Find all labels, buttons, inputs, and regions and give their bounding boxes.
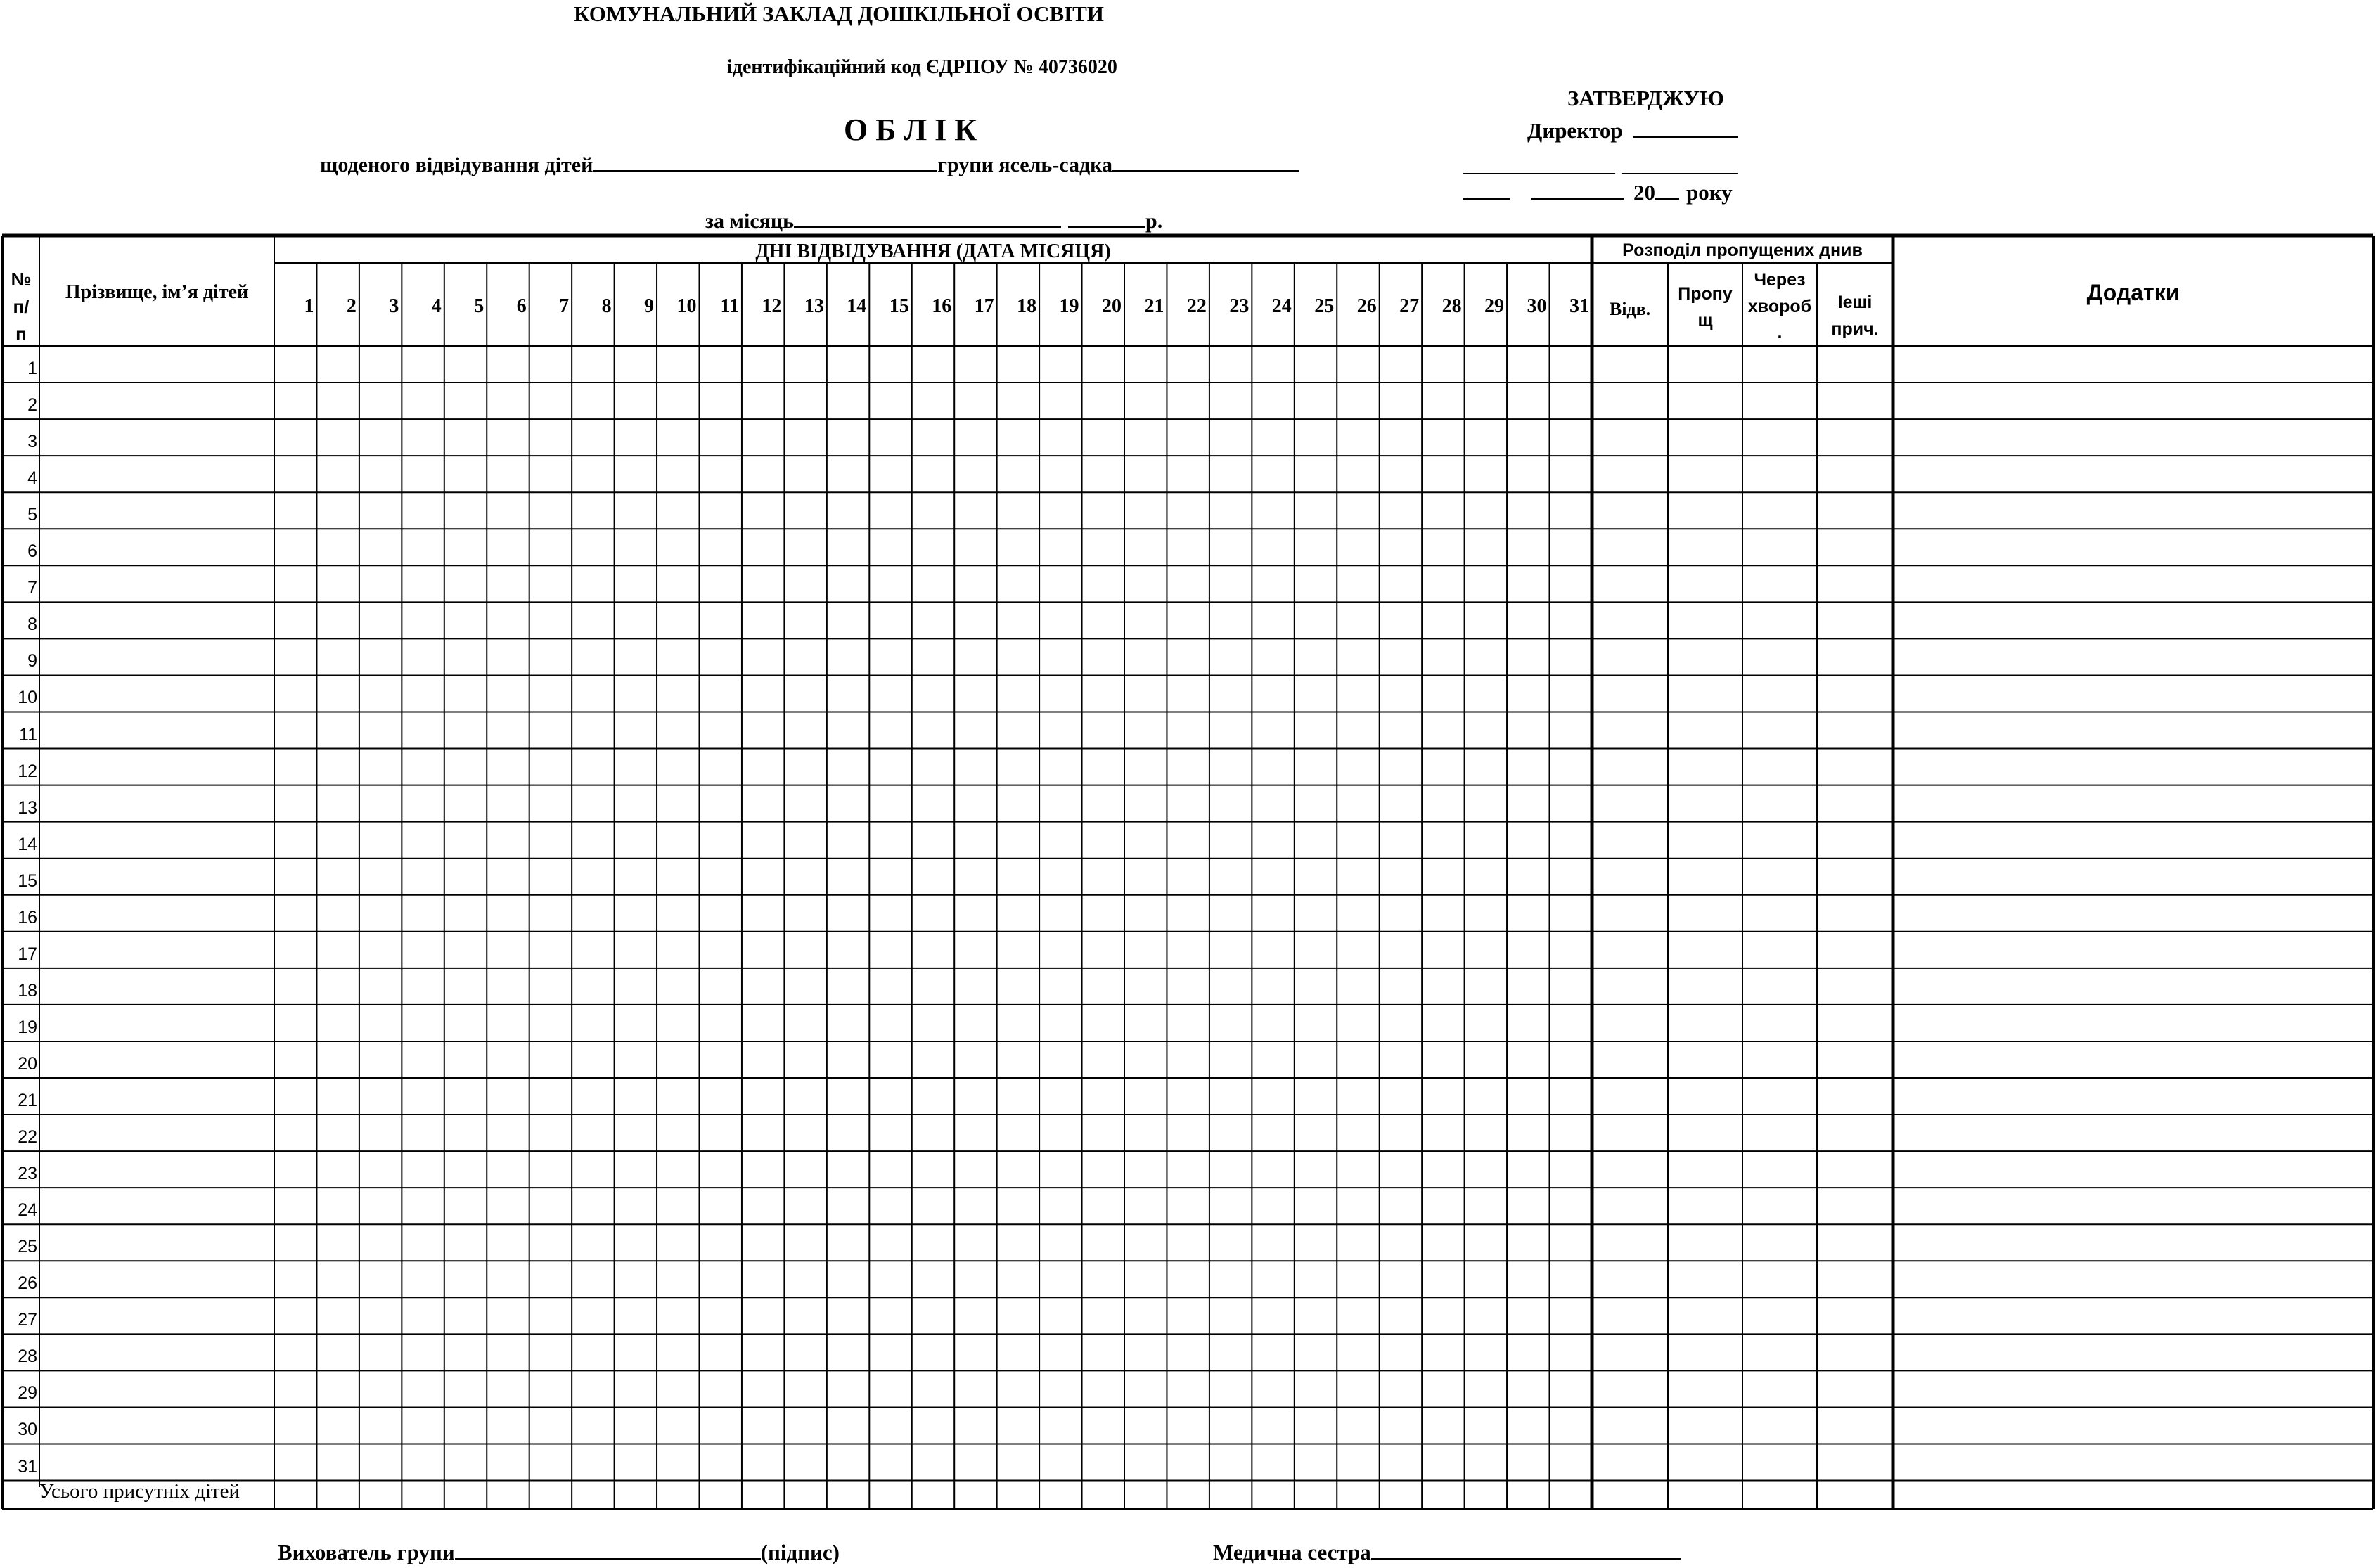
- day-label: 28: [1441, 295, 1462, 317]
- nurse-signature-blank[interactable]: [1371, 1540, 1681, 1560]
- row-number: 20: [18, 1053, 37, 1074]
- nurse-signature-line: [1213, 1540, 1681, 1563]
- row-number: 12: [18, 761, 37, 781]
- col-number-header-line: п/: [13, 296, 30, 317]
- day-label: 6: [516, 295, 527, 317]
- day-label: 4: [431, 295, 442, 317]
- missed-col-line: Іеші: [1837, 293, 1873, 312]
- row-number: 21: [18, 1091, 37, 1110]
- day-label: 10: [676, 295, 697, 317]
- teacher-signature-line: [278, 1540, 840, 1563]
- day-label: 22: [1186, 295, 1207, 317]
- missed-col-line: Пропу: [1678, 284, 1733, 304]
- row-number: 16: [18, 907, 37, 927]
- signature-note: (підпис): [760, 1540, 840, 1564]
- day-label: 12: [762, 295, 782, 317]
- row-number: 17: [18, 944, 37, 964]
- missed-col-line: щ: [1697, 310, 1713, 330]
- row-number: 10: [18, 688, 37, 708]
- missed-days-header: Розподіл пропущених днив: [1622, 240, 1863, 260]
- col-number-header-line: п: [15, 323, 27, 345]
- day-label: 25: [1314, 295, 1335, 317]
- year-prefix: 20: [1633, 180, 1655, 205]
- missed-col-skipped: [1668, 281, 1742, 334]
- day-label: 20: [1101, 295, 1122, 317]
- day-label: 7: [559, 295, 570, 317]
- edrpou-code: ідентифікаційний код ЄДРПОУ № 40736020: [727, 56, 1117, 78]
- day-label: 15: [889, 295, 909, 317]
- row-number: 28: [18, 1347, 37, 1367]
- approve-label: ЗАТВЕРДЖУЮ: [1567, 86, 1724, 110]
- document-title: О Б Л І К: [844, 113, 977, 147]
- day-label: 18: [1017, 295, 1037, 317]
- day-label: 27: [1399, 295, 1420, 317]
- row-number: 27: [18, 1310, 37, 1330]
- missed-col-line: Через: [1754, 270, 1806, 290]
- subtitle-part2: групи ясель-садка: [937, 153, 1112, 176]
- day-label: 17: [974, 295, 994, 317]
- day-label: 11: [720, 295, 739, 317]
- row-number: 4: [27, 468, 37, 489]
- nurse-label: Медична сестра: [1213, 1540, 1371, 1564]
- day-label: 9: [644, 295, 655, 317]
- row-number: 19: [18, 1017, 37, 1037]
- row-number: 26: [18, 1273, 37, 1294]
- extra-header: Додатки: [2086, 280, 2180, 305]
- day-label: 3: [389, 295, 399, 317]
- row-number: 22: [18, 1127, 37, 1148]
- day-label: 21: [1144, 295, 1164, 317]
- row-number: 23: [18, 1164, 37, 1184]
- row-number: 5: [27, 505, 37, 525]
- missed-col-line: хвороб: [1747, 296, 1812, 316]
- day-label: 23: [1229, 295, 1250, 317]
- row-number: 13: [18, 797, 37, 818]
- col-number-header-line: №: [11, 269, 32, 290]
- missed-col-line: прич.: [1831, 319, 1879, 339]
- day-label: 31: [1569, 295, 1589, 317]
- year-word: року: [1686, 180, 1733, 205]
- row-number: 1: [27, 359, 37, 378]
- day-label: 2: [346, 295, 357, 317]
- row-number: 18: [18, 980, 37, 1001]
- year-suffix: р.: [1145, 210, 1163, 233]
- col-number-header: [3, 266, 39, 348]
- month-label: за місяць: [705, 210, 795, 233]
- director-label: Директор: [1527, 118, 1623, 143]
- row-number: 11: [19, 724, 37, 745]
- day-label: 1: [304, 295, 314, 317]
- col-name-header: Прізвище, ім’я дітей: [65, 281, 249, 303]
- day-label: 16: [932, 295, 952, 317]
- row-number: 14: [18, 834, 37, 854]
- day-label: 19: [1059, 295, 1079, 317]
- day-label: 5: [474, 295, 484, 317]
- row-number: 31: [18, 1456, 37, 1477]
- institution-title: КОМУНАЛЬНИЙ ЗАКЛАД ДОШКІЛЬНОЇ ОСВІТИ: [574, 1, 1104, 26]
- row-number: 29: [18, 1383, 37, 1403]
- row-number: 3: [27, 432, 37, 452]
- row-number: 6: [27, 541, 37, 562]
- missed-col-absent: Відв.: [1609, 299, 1651, 319]
- day-label: 26: [1356, 295, 1377, 317]
- missed-col-line: .: [1777, 323, 1783, 342]
- day-label: 30: [1527, 295, 1547, 317]
- day-label: 24: [1271, 295, 1292, 317]
- total-present-label: Усього присутніх дітей: [39, 1480, 240, 1503]
- teacher-signature-blank[interactable]: [455, 1540, 761, 1560]
- row-number: 30: [18, 1420, 37, 1440]
- row-number: 24: [18, 1200, 37, 1221]
- days-header: ДНІ ВІДВІДУВАННЯ (ДАТА МІСЯЦЯ): [755, 240, 1111, 262]
- missed-col-other: [1817, 290, 1893, 342]
- teacher-label: Вихователь групи: [278, 1540, 455, 1564]
- row-number: 9: [27, 651, 37, 671]
- row-number: 7: [27, 578, 37, 598]
- subtitle-part1: щоденого відвідування дітей: [320, 153, 593, 176]
- day-label: 14: [847, 295, 867, 317]
- row-number: 25: [18, 1237, 37, 1257]
- missed-col-illness: [1742, 267, 1817, 347]
- row-number: 2: [27, 395, 37, 416]
- row-number: 15: [18, 870, 37, 891]
- day-label: 8: [601, 295, 612, 317]
- day-label: 13: [804, 295, 824, 317]
- row-number: 8: [27, 615, 37, 635]
- day-label: 29: [1484, 295, 1505, 317]
